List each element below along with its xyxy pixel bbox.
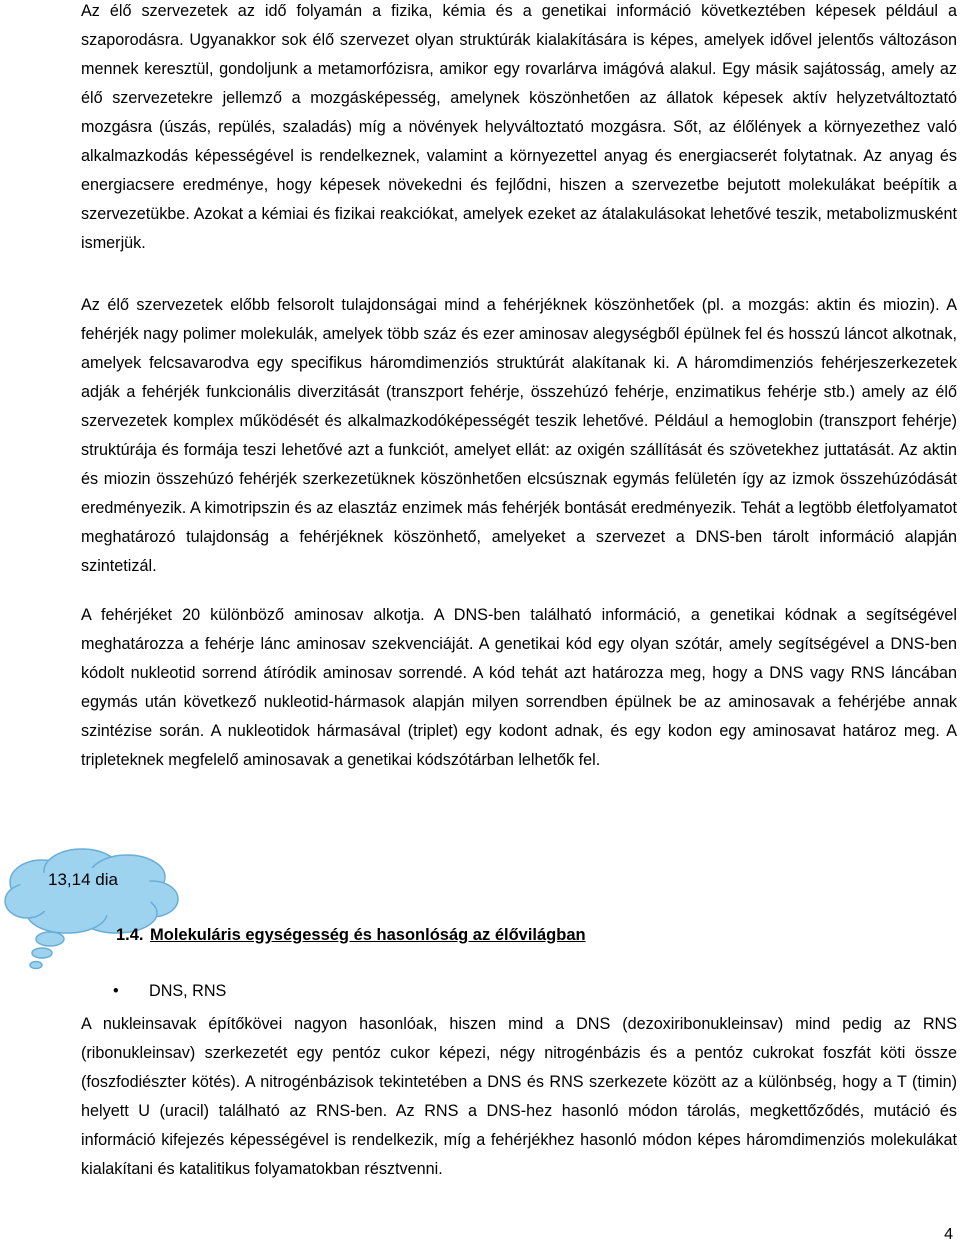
slide-reference-cloud-icon [2, 847, 182, 977]
paragraph-living-organisms: Az élő szervezetek az idő folyamán a fizika, kémia és a genetikai információ következtében képesek például a szaporodásra. Ugyanakkor sok élő szervezet olyan struktúrák kialakítására is képes, amelyek idővel jelentős változáson mennek keresztül, gondoljunk a metamorfózisra, amikor egy rovarlárva imágóvá alakul. Egy másik sajátosság, amely az élő szervezetekre jellemző a mozgásképesség, amelynek köszönhetően az állatok képesek aktív helyzetváltoztató mozgásra (úszás, repülés, szaladás) míg a növények helyváltoztató mozgásra. Sőt, az élőlények a környezethez való alkalmazkodás képességével is rendelkeznek, valamint a környezettel anyag és energiacserét folytatnak. Az anyag és energiacsere eredménye, hogy képesek növekedni és fejlődni, hiszen a szervezetbe bejutott molekulákat beépítik a szervezetükbe. Azokat a kémiai és fizikai reakciókat, amelyek ezeket az átalakulásokat lehetővé teszik, metabolizmusként ismerjük. [81, 2, 957, 252]
bullet-item [113, 982, 226, 1001]
paragraph-genetic-code: A fehérjéket 20 különböző aminosav alkotja. A DNS-ben található információ, a genetikai kódnak a segítségével meghatározza a fehérje lánc aminosav szekvenciáját. A genetikai kód egy olyan szótár, amely segítségével a DNS-ben kódolt nukleotid sorrend átíródik aminosav sorrendé. A kód tehát azt határozza meg, hogy a DNS vagy RNS láncában egymás után következő nukleotid-hármasok alapján milyen sorrendben épülnek be az aminosavak a fehérjébe annak szintézise során. A nukleotidok hármasával (triplet) egy kodont adnak, és egy kodon egy aminosavat határoz meg. A tripleteknek megfelelő aminosavak a genetikai kódszótárban lelhetők fel. [81, 606, 957, 769]
page-number: 4 [944, 1226, 953, 1243]
slide-reference-label: 13,14 dia [48, 870, 118, 889]
section-heading [116, 926, 586, 945]
bullet-text: DNS, RNS [149, 982, 227, 1000]
section-number: 1.4. [116, 926, 144, 944]
section-title: Molekuláris egységesség és hasonlóság az élővilágban [150, 926, 586, 944]
bullet-symbol: • [113, 982, 119, 1000]
paragraph-nucleic-acids: A nukleinsavak építőkövei nagyon hasonlóak, hiszen mind a DNS (dezoxiribonukleinsav) mind pedig az RNS (ribonukleinsav) szerkezetét egy pentóz cukor képezi, négy nitrogénbázis és a pentóz cukrokat foszfát köti össze (foszfodiészter kötés). A nitrogénbázisok tekintetében a DNS és RNS szerkezete között az a különbség, hogy a T (timin) helyett U (uracil) található az RNS-ben. Az RNS a DNS-hez hasonló módon tárolás, megkettőződés, mutáció és információ kifejezés képességével is rendelkezik, míg a fehérjékhez hasonló módon képes háromdimenziós molekulákat kialakítani és katalitikus folyamatokban résztvenni. [81, 1015, 957, 1178]
paragraph-proteins: Az élő szervezetek előbb felsorolt tulajdonságai mind a fehérjéknek köszönhetőek (pl. a mozgás: aktin és miozin). A fehérjék nagy polimer molekulák, amelyek több száz és ezer aminosav alegységből épülnek fel és hosszú láncot alkotnak, amelyek felcsavarodva egy specifikus háromdimenziós struktúrát alakítanak ki. A háromdimenziós fehérjeszerkezetek adják a fehérjék funkcionális diverzitását (transzport fehérje, összehúzó fehérje, enzimatikus fehérje stb.) amely az élő szervezetek komplex működését és alkalmazkodóképességét teszik lehetővé. Például a hemoglobin (transzport fehérje) struktúrája és formája teszi lehetővé azt a funkciót, amelyet ellát: az oxigén szállítását és szövetekhez juttatását. Az aktin és miozin összehúzó fehérjék szerkezetüknek köszönhetően elcsúsznak egymás felületén így az izmok összehúzódását eredményezik. A kimotripszin és az elasztáz enzimek más fehérjék bontását eredményezik. Tehát a legtöbb életfolyamatot meghatározó tulajdonság a fehérjéknek köszönhető, amelyeket a szervezet a DNS-ben tárolt információ alapján szintetizál. [81, 296, 957, 575]
